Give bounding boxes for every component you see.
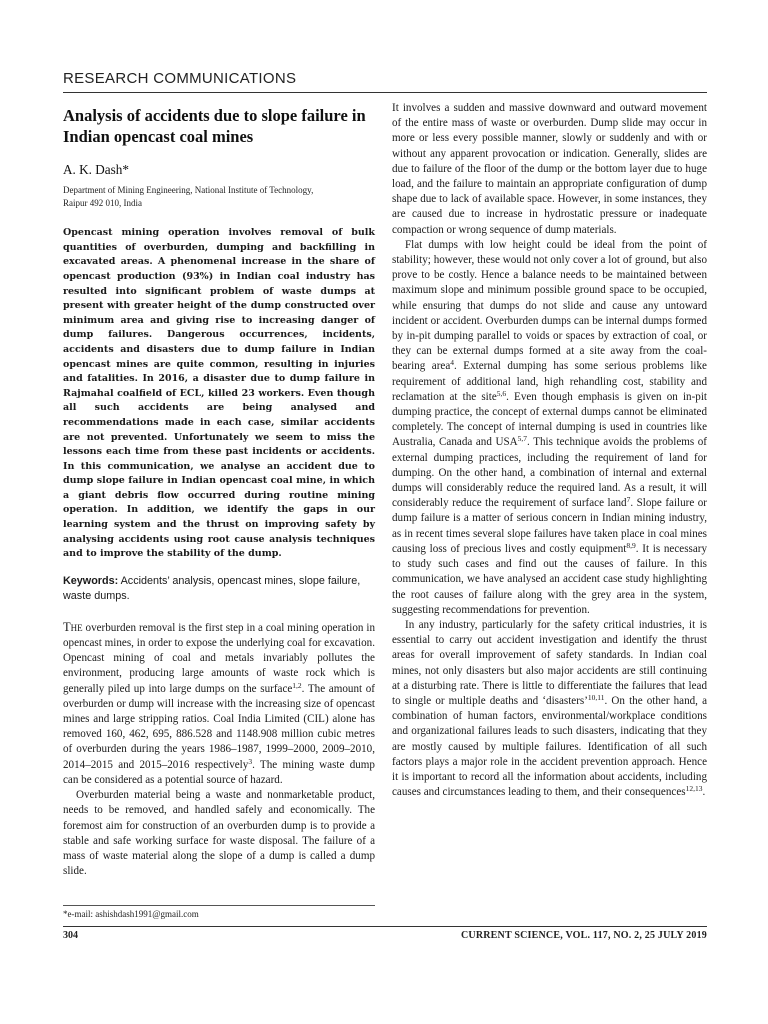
citation-4: 4 (450, 358, 454, 368)
section-header: RESEARCH COMMUNICATIONS (63, 70, 297, 87)
p5-text-b: . On the other hand, a combination of human factors, environmental/workplace conditions and organizational failures leads to such disasters, indicating that they are mostly caused by multiple failures. Identification of all such factors plays a major role in the accident prevention approach. Hence it is important to record all the information about accidents, including causes and circumstances leading to them, and their consequences (392, 694, 707, 799)
footnote-rule (63, 905, 375, 906)
p1-text-c: . The mining waste dump can be considered as a potential source of hazard. (63, 758, 375, 786)
citation-8-9: 8,9 (626, 540, 636, 550)
p4-text-f: . It is necessary to study such cases and find out the causes of failure. In this communication, we have analysed an accident case study highlighting the root causes of failure along with the grey area in the system, suggesting recommendations for prevention. (392, 542, 708, 616)
p4-text-c: . Even though emphasis is given on in-pit dumping practice, the concept of external dumps cannot be eliminated completely. The concept of internal dumping is used in countries like Australia, Canada and USA (392, 390, 707, 449)
citation-5-7: 5,7 (517, 434, 528, 444)
keywords-text: Accidents’ analysis, opencast mines, slope failure, waste dumps. (63, 574, 361, 602)
body-paragraph-1 (63, 620, 375, 788)
p1-text-a: overburden removal is the first step in a coal mining operation in opencast mines, in order to expose the underlying coal for excavation. Opencast mining of coal and metals invariably pollutes the environment, producing large amounts of waste rock which is generally piled up into large dumps on the surface (63, 621, 375, 695)
body-paragraph-2: Overburden material being a waste and nonmarketable product, needs to be removed, and handled safely and economically. The foremost aim for construction of an overburden dump is to provide a stable and safe working surface for waste disposal. The failure of a mass of waste material along the slope of a dump is called a dump slide. (63, 789, 375, 878)
p5-text-c: . (702, 786, 706, 799)
p4-text-d: . This technique avoids the problems of external dumping practices, including the requirement of land for dumping. On the other hand, a combination of internal and external dumps will considerably reduce the required land. As a result, it will considerably reduce the requirement of surface land (392, 436, 708, 510)
p4-text-b: . External dumping has some serious problems like requirement of additional land, high rehandling cost, stability and reclamation at the site (392, 360, 707, 403)
citation-1-2: 1,2 (292, 680, 302, 690)
citation-12-13: 12,13 (685, 784, 703, 794)
affiliation-line-2: Raipur 492 010, India (63, 198, 142, 209)
p4-text-e: . Slope failure or dump failure is a matter of serious concern in Indian mining industry, as in recent times several slope failures have taken place in coal mines causing loss of precious lives and costly equipment (392, 497, 707, 555)
body-paragraph-3: It involves a sudden and massive downward and outward movement of the entire mass of waste or overburden. Dump slide may occur in more or less every possible manner, slowly or suddenly and with or without any apparent provocation or indication. Generally, slides are due to failure of the floor of the dump or the bottom layer due to huge load, and the failure to maintain an appropriate configuration of dump shape due to lack of available space. However, in some instances, they are caused due to increase in hydrostatic pressure or inadequate compaction or wrong sequence of dump materials. (392, 102, 707, 236)
citation-7: 7 (626, 495, 631, 505)
email-footnote: *e-mail: ashishdash1991@gmail.com (63, 909, 199, 919)
header-rule (63, 92, 707, 93)
affiliation-line-1: Department of Mining Engineering, National Institute of Technology, (63, 185, 314, 196)
right-column (392, 101, 707, 800)
body-paragraph-4 (392, 238, 707, 618)
citation-5-6: 5,6 (496, 388, 507, 398)
p4-text-a: Flat dumps with low height could be ideal from the point of stability; however, these would not only cover a lot of ground, but also prove to be costly. Hence a balance needs to be maintained between maximum slope and minimum possible ground space to be occupied, while ensuring that dumps do not slide and cause any untoward incident or accident. Overburden dumps can be internal dumps formed by in-pit dumping parallel to voids or spaces by extraction of coal, or they can be external dumps formed at a site away from the coal-bearing area (392, 238, 707, 373)
keywords-label: Keywords: (63, 574, 119, 587)
footer-rule (63, 926, 707, 927)
article-author: A. K. Dash* (63, 162, 129, 177)
citation-3: 3 (248, 756, 253, 766)
p5-text-a: In any industry, particularly for the safety critical industries, it is essential to carry out accident investigation and identify the thrust areas for overall improvement of safety standards. In Indian coal mines, not only disasters but also major accidents are still continuing at a disturbing rate. There is little to differentiate the failures that lead to single or multiple deaths and ‘disasters’ (392, 618, 707, 707)
journal-citation: CURRENT SCIENCE, VOL. 117, NO. 2, 25 JULY 2019 (461, 930, 707, 941)
abstract: Opencast mining operation involves removal of bulk quantities of overburden, dumping and backfilling in excavated areas. A phenomenal increase in the share of opencast production (93%) in Indian coal industry has resulted into significant problem of waste dumps at present with greater height of the dump constructed over minimum area and giving rise to increasing danger of dump failures. Dangerous occurrences, incidents, accidents and disasters due to dump failure in Indian opencast mines are quite common, resulting in injuries and fatalities. In 2016, a disaster due to dump failure in Rajmahal coalfield of ECL, killed 23 workers. Even though all such accidents are being analysed and recommendations made in each case, similar accidents are not prevented. Unfortunately we seem to miss the lessons each time from these past incidents or accidents. In this communication, we analyse an accident due to dump slope failure in Indian opencast coal mine, in which a giant debris flow occurred during routine mining operation. In addition, we identify the gaps in our learning system and the thrust on improving safety by analysing accidents using root cause analysis techniques and to improve the stability of the dump. (63, 227, 375, 560)
dropcap-word: The (63, 619, 83, 634)
body-paragraph-5 (392, 618, 707, 800)
article-title: Analysis of accidents due to slope failure in Indian opencast coal mines (63, 106, 366, 146)
page-number: 304 (63, 930, 78, 941)
left-column (63, 96, 375, 879)
author-affiliation (63, 184, 375, 210)
p1-text-b: . The amount of overburden or dump will increase with the increasing size of opencast mines and large stripping ratios. Coal India Limited (CIL) alone has removed 160, 462, 695, 886.528 and 1148.908 million cubic metres of overburden during the years 1986–1987, 1999–2000, 2009–2010, 2014–2015 and 2015–2016 respectively (63, 682, 375, 771)
citation-10-11: 10,11 (587, 692, 605, 702)
keywords (63, 574, 375, 604)
